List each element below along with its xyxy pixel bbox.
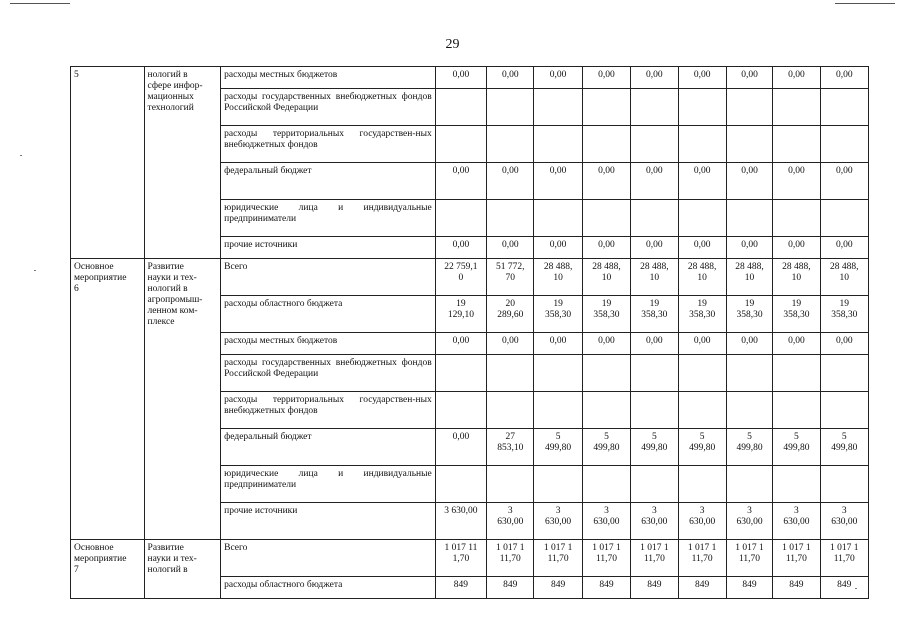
value-cell bbox=[773, 126, 820, 163]
funding-source-cell: расходы государственных внебюджетных фондов Российской Федерации bbox=[221, 355, 436, 392]
top-rule-left bbox=[10, 3, 70, 4]
value-cell bbox=[773, 466, 820, 503]
value-cell: 1 017 1 11,70 bbox=[726, 540, 772, 577]
value-cell: 19 358,30 bbox=[678, 296, 726, 333]
value-cell: 849 bbox=[773, 577, 820, 599]
value-cell bbox=[631, 89, 678, 126]
value-cell: 1 017 1 11,70 bbox=[773, 540, 820, 577]
value-cell: 0,00 bbox=[582, 237, 630, 259]
value-cell: 0,00 bbox=[534, 163, 582, 200]
value-cell bbox=[726, 200, 772, 237]
value-cell bbox=[726, 89, 772, 126]
value-cell: 849 bbox=[487, 577, 534, 599]
scan-speck bbox=[34, 270, 36, 271]
value-cell: 1 017 1 11,70 bbox=[631, 540, 678, 577]
value-cell: 0,00 bbox=[820, 237, 868, 259]
value-cell bbox=[435, 89, 486, 126]
value-cell: 28 488, 10 bbox=[773, 259, 820, 296]
value-cell bbox=[534, 89, 582, 126]
value-cell bbox=[631, 200, 678, 237]
funding-source-cell: расходы областного бюджета bbox=[221, 296, 436, 333]
value-cell: 0,00 bbox=[773, 67, 820, 89]
value-cell bbox=[534, 392, 582, 429]
value-cell bbox=[631, 466, 678, 503]
value-cell: 1 017 1 11,70 bbox=[534, 540, 582, 577]
value-cell: 0,00 bbox=[582, 67, 630, 89]
funding-source-cell: расходы территориальных государствен-ных внебюджетных фондов bbox=[221, 392, 436, 429]
value-cell bbox=[487, 89, 534, 126]
value-cell: 19 358,30 bbox=[582, 296, 630, 333]
value-cell: 5 499,80 bbox=[582, 429, 630, 466]
value-cell: 0,00 bbox=[820, 67, 868, 89]
value-cell: 0,00 bbox=[678, 237, 726, 259]
value-cell: 28 488, 10 bbox=[582, 259, 630, 296]
value-cell: 0,00 bbox=[582, 333, 630, 355]
funding-source-cell: юридические лица и индивидуальные предприниматели bbox=[221, 200, 436, 237]
value-cell bbox=[631, 392, 678, 429]
funding-source-cell: расходы территориальных государствен-ных внебюджетных фондов bbox=[221, 126, 436, 163]
value-cell: 0,00 bbox=[773, 237, 820, 259]
value-cell: 5 499,80 bbox=[726, 429, 772, 466]
value-cell bbox=[820, 392, 868, 429]
scan-speck bbox=[20, 155, 22, 156]
value-cell: 0,00 bbox=[435, 163, 486, 200]
value-cell: 0,00 bbox=[534, 333, 582, 355]
value-cell bbox=[435, 392, 486, 429]
value-cell: 0,00 bbox=[435, 429, 486, 466]
value-cell: 0,00 bbox=[773, 163, 820, 200]
value-cell: 0,00 bbox=[435, 333, 486, 355]
value-cell: 0,00 bbox=[582, 163, 630, 200]
value-cell: 5 499,80 bbox=[773, 429, 820, 466]
value-cell: 3 630,00 bbox=[534, 503, 582, 540]
value-cell: 0,00 bbox=[820, 333, 868, 355]
value-cell: 0,00 bbox=[678, 333, 726, 355]
value-cell: 28 488, 10 bbox=[534, 259, 582, 296]
funding-source-cell: расходы областного бюджета bbox=[221, 577, 436, 599]
value-cell: 3 630,00 bbox=[726, 503, 772, 540]
value-cell: 0,00 bbox=[534, 67, 582, 89]
table-row bbox=[71, 67, 869, 89]
value-cell bbox=[678, 392, 726, 429]
value-cell: 0,00 bbox=[487, 67, 534, 89]
table-row bbox=[71, 259, 869, 296]
value-cell bbox=[773, 392, 820, 429]
value-cell bbox=[678, 466, 726, 503]
value-cell bbox=[678, 89, 726, 126]
value-cell: 3 630,00 bbox=[678, 503, 726, 540]
value-cell: 0,00 bbox=[631, 237, 678, 259]
funding-source-cell: прочие источники bbox=[221, 503, 436, 540]
value-cell: 28 488, 10 bbox=[726, 259, 772, 296]
funding-source-cell: Всего bbox=[221, 540, 436, 577]
value-cell bbox=[726, 466, 772, 503]
value-cell bbox=[487, 392, 534, 429]
scan-speck bbox=[855, 588, 857, 589]
value-cell bbox=[820, 355, 868, 392]
value-cell bbox=[582, 355, 630, 392]
value-cell bbox=[534, 355, 582, 392]
value-cell bbox=[678, 126, 726, 163]
value-cell bbox=[435, 466, 486, 503]
value-cell bbox=[631, 355, 678, 392]
value-cell: 849 bbox=[631, 577, 678, 599]
event-name-cell: нологий в сфере инфор- мационных технологий bbox=[144, 67, 221, 259]
value-cell: 27 853,10 bbox=[487, 429, 534, 466]
value-cell bbox=[726, 355, 772, 392]
value-cell bbox=[534, 126, 582, 163]
funding-source-cell: Всего bbox=[221, 259, 436, 296]
value-cell: 3 630,00 bbox=[820, 503, 868, 540]
funding-source-cell: расходы государственных внебюджетных фондов Российской Федерации bbox=[221, 89, 436, 126]
value-cell: 51 772, 70 bbox=[487, 259, 534, 296]
value-cell: 0,00 bbox=[726, 237, 772, 259]
top-rule-right bbox=[835, 3, 895, 4]
value-cell: 0,00 bbox=[487, 163, 534, 200]
value-cell: 3 630,00 bbox=[435, 503, 486, 540]
funding-source-cell: прочие источники bbox=[221, 237, 436, 259]
value-cell: 849 bbox=[820, 577, 868, 599]
value-cell: 0,00 bbox=[435, 67, 486, 89]
value-cell: 849 bbox=[582, 577, 630, 599]
funding-source-cell: федеральный бюджет bbox=[221, 163, 436, 200]
funding-source-cell: федеральный бюджет bbox=[221, 429, 436, 466]
value-cell: 0,00 bbox=[820, 163, 868, 200]
value-cell: 3 630,00 bbox=[487, 503, 534, 540]
value-cell: 849 bbox=[678, 577, 726, 599]
value-cell: 28 488, 10 bbox=[678, 259, 726, 296]
table-row bbox=[71, 540, 869, 577]
value-cell bbox=[820, 126, 868, 163]
value-cell: 0,00 bbox=[487, 333, 534, 355]
value-cell: 1 017 1 11,70 bbox=[820, 540, 868, 577]
value-cell bbox=[820, 89, 868, 126]
value-cell bbox=[582, 89, 630, 126]
event-name-cell: Развитие науки и тех- нологий в агропромыш- ленном ком- плексе bbox=[144, 259, 221, 540]
value-cell: 28 488, 10 bbox=[820, 259, 868, 296]
value-cell: 1 017 11 1,70 bbox=[435, 540, 486, 577]
value-cell: 0,00 bbox=[726, 163, 772, 200]
value-cell bbox=[435, 355, 486, 392]
value-cell: 849 bbox=[435, 577, 486, 599]
value-cell: 5 499,80 bbox=[678, 429, 726, 466]
value-cell: 19 358,30 bbox=[820, 296, 868, 333]
value-cell: 19 358,30 bbox=[534, 296, 582, 333]
value-cell bbox=[487, 466, 534, 503]
value-cell bbox=[435, 126, 486, 163]
value-cell: 0,00 bbox=[631, 333, 678, 355]
value-cell bbox=[582, 392, 630, 429]
value-cell: 0,00 bbox=[487, 237, 534, 259]
value-cell bbox=[678, 200, 726, 237]
value-cell: 849 bbox=[534, 577, 582, 599]
budget-table bbox=[70, 66, 869, 599]
value-cell bbox=[773, 89, 820, 126]
value-cell: 0,00 bbox=[534, 237, 582, 259]
value-cell: 0,00 bbox=[435, 237, 486, 259]
event-number-cell: 5 bbox=[71, 67, 145, 259]
funding-source-cell: юридические лица и индивидуальные предприниматели bbox=[221, 466, 436, 503]
value-cell bbox=[773, 355, 820, 392]
value-cell bbox=[582, 126, 630, 163]
value-cell bbox=[534, 200, 582, 237]
value-cell: 5 499,80 bbox=[631, 429, 678, 466]
value-cell bbox=[726, 392, 772, 429]
value-cell: 0,00 bbox=[773, 333, 820, 355]
value-cell: 5 499,80 bbox=[534, 429, 582, 466]
value-cell: 849 bbox=[726, 577, 772, 599]
value-cell: 22 759,1 0 bbox=[435, 259, 486, 296]
value-cell: 0,00 bbox=[678, 67, 726, 89]
value-cell bbox=[534, 466, 582, 503]
value-cell: 3 630,00 bbox=[631, 503, 678, 540]
value-cell: 19 358,30 bbox=[631, 296, 678, 333]
value-cell: 5 499,80 bbox=[820, 429, 868, 466]
value-cell bbox=[487, 126, 534, 163]
value-cell bbox=[487, 200, 534, 237]
value-cell: 0,00 bbox=[726, 67, 772, 89]
value-cell bbox=[820, 200, 868, 237]
value-cell bbox=[631, 126, 678, 163]
event-number-cell: Основное мероприятие 6 bbox=[71, 259, 145, 540]
value-cell: 19 358,30 bbox=[726, 296, 772, 333]
value-cell: 0,00 bbox=[678, 163, 726, 200]
value-cell: 1 017 1 11,70 bbox=[487, 540, 534, 577]
value-cell: 28 488, 10 bbox=[631, 259, 678, 296]
value-cell bbox=[435, 200, 486, 237]
value-cell: 19 358,30 bbox=[773, 296, 820, 333]
value-cell bbox=[726, 126, 772, 163]
page-number: 29 bbox=[445, 37, 460, 52]
value-cell: 19 129,10 bbox=[435, 296, 486, 333]
event-name-cell: Развитие науки и тех- нологий в bbox=[144, 540, 221, 599]
value-cell: 20 289,60 bbox=[487, 296, 534, 333]
value-cell: 3 630,00 bbox=[582, 503, 630, 540]
value-cell: 3 630,00 bbox=[773, 503, 820, 540]
value-cell bbox=[678, 355, 726, 392]
value-cell bbox=[582, 466, 630, 503]
funding-source-cell: расходы местных бюджетов bbox=[221, 67, 436, 89]
value-cell bbox=[773, 200, 820, 237]
value-cell bbox=[487, 355, 534, 392]
value-cell: 1 017 1 11,70 bbox=[678, 540, 726, 577]
event-number-cell: Основное мероприятие 7 bbox=[71, 540, 145, 599]
value-cell: 0,00 bbox=[631, 163, 678, 200]
funding-source-cell: расходы местных бюджетов bbox=[221, 333, 436, 355]
value-cell: 0,00 bbox=[631, 67, 678, 89]
value-cell bbox=[820, 466, 868, 503]
value-cell bbox=[582, 200, 630, 237]
value-cell: 1 017 1 11,70 bbox=[582, 540, 630, 577]
value-cell: 0,00 bbox=[726, 333, 772, 355]
